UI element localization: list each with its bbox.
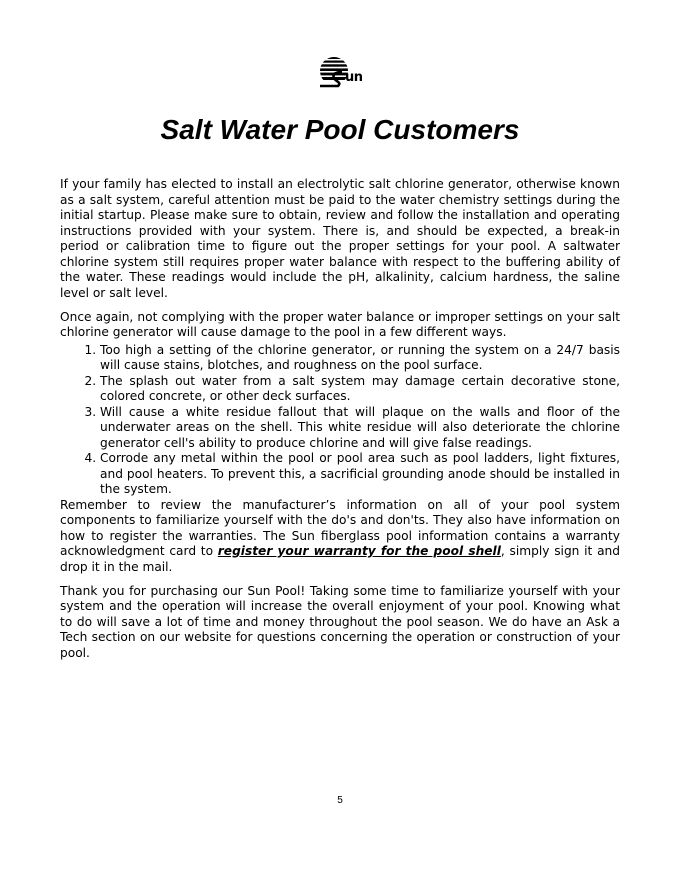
list-item: 1. Too high a setting of the chlorine generator, or running the system on a 24/7 basis will cause stains, blotches, and roughness on the pool surface. xyxy=(100,343,620,374)
document-body xyxy=(60,177,620,670)
thank-you-paragraph: Thank you for purchasing our Sun Pool! Taking some time to familiarize yourself with your system and the operation will increase the overall enjoyment of your pool. Knowing what to do will save a lot of time and money throughout the pool season. We do have an Ask a Tech section on our website for questions concerning the operation or construction of your pool. xyxy=(60,583,620,660)
warranty-text-before: Remember to review the manufacturer’s information on all of your pool system components to familiarize yourself with the do's and don'ts. They also have information on how to register the warranties. The Sun fiberglass pool information contains a warranty acknowledgment card to xyxy=(60,497,620,558)
intro-paragraph: If your family has elected to install an electrolytic salt chlorine generator, otherwise known as a salt system, careful attention must be paid to the water chemistry settings during the initial startup. Please make sure to obtain, review and follow the installation and operating instructions provided with your system. There is, and should be expected, a break-in period or calibration time to figure out the proper settings for your pool. A saltwater chlorine system still requires proper water balance with respect to the buffering ability of the water. These readings would include the pH, alkalinity, calcium hardness, the saline level or salt level. xyxy=(60,177,620,300)
list-item: 4. Corrode any metal within the pool or pool area such as pool ladders, light fixtures, and pool heaters. To prevent this, a sacrificial grounding anode should be installed in the system. xyxy=(100,451,620,498)
warranty-text-after: , simply sign it and drop it in the mail. xyxy=(60,544,620,574)
page-number: 5 xyxy=(337,795,343,806)
register-warranty-link[interactable]: register your warranty for the pool shell xyxy=(217,544,501,558)
list-item: 3. Will cause a white residue fallout that will plaque on the walls and floor of the underwater areas on the shell. This white residue will also deteriorate the chlorine generator cell's ability to produce chlorine and will give false readings. xyxy=(100,405,620,452)
logo-text: un xyxy=(345,70,363,85)
warning-paragraph: Once again, not complying with the proper water balance or improper settings on your salt chlorine generator will cause damage to the pool in a few different ways. xyxy=(60,309,620,339)
warranty-paragraph xyxy=(60,498,620,576)
page-title: Salt Water Pool Customers xyxy=(160,114,520,145)
damage-list xyxy=(60,343,620,498)
list-item: 2. The splash out water from a salt system may damage certain decorative stone, colored concrete, or other deck surfaces. xyxy=(100,374,620,405)
